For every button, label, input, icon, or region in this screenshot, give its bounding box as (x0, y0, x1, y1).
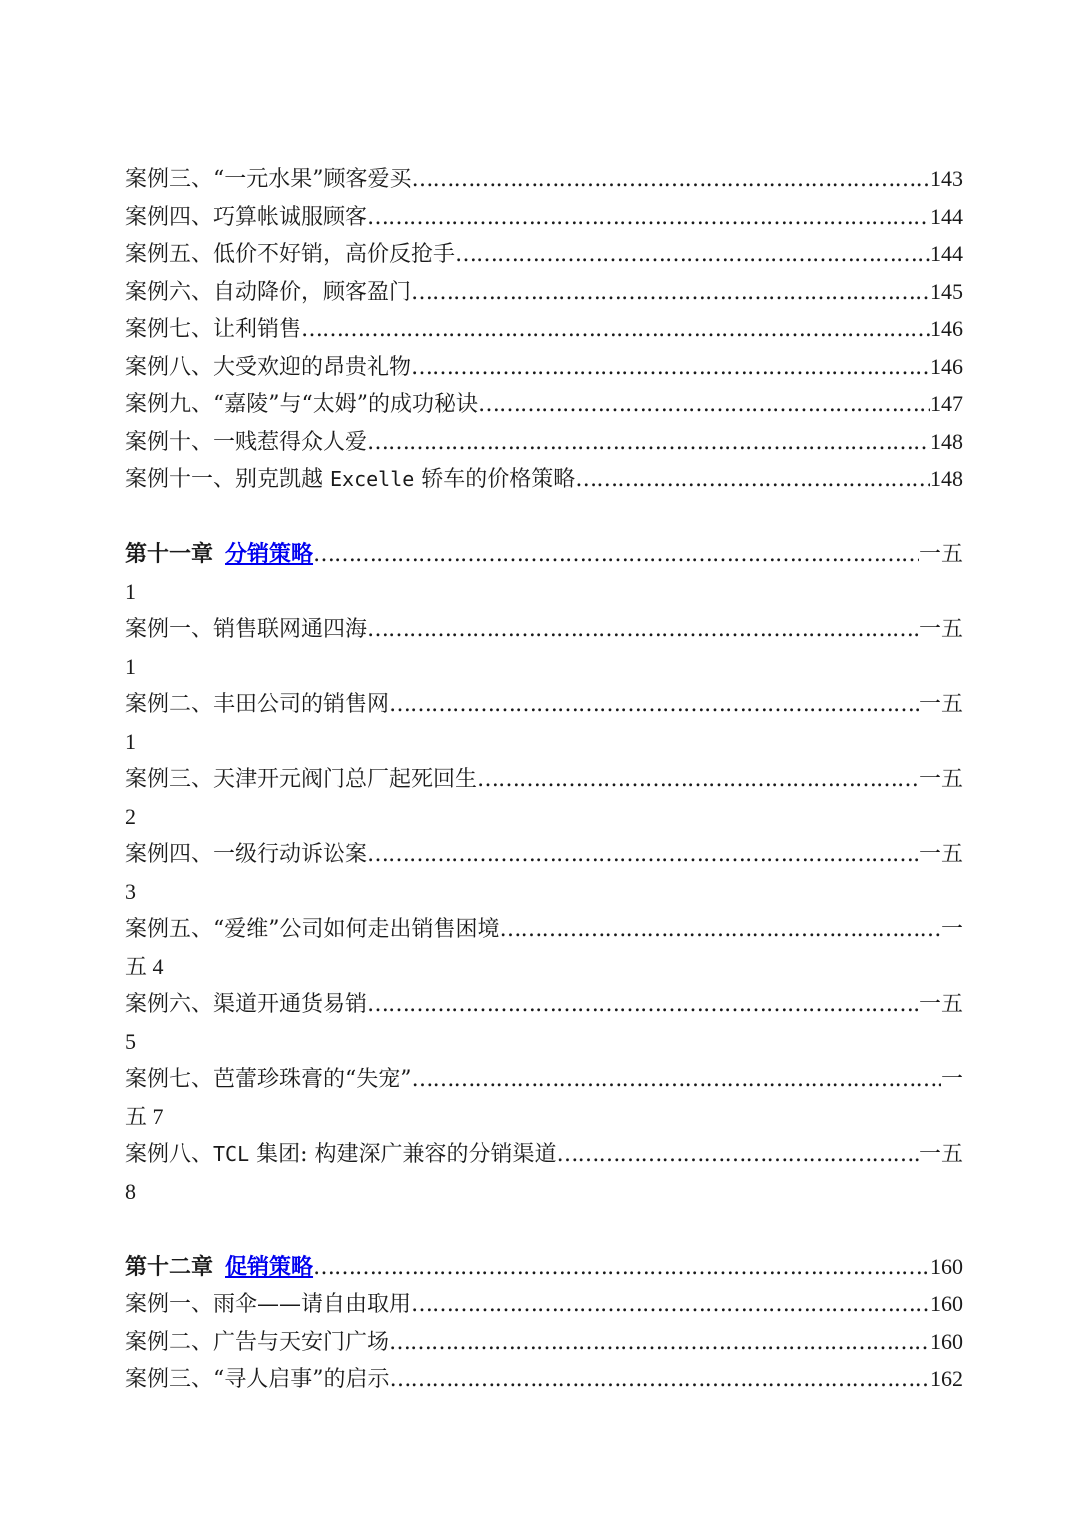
toc-entry-title: 案例一、雨伞——请自由取用 (125, 1292, 412, 1317)
leader-dots (455, 236, 930, 273)
toc-entry-page: 148 (930, 428, 963, 454)
toc-entry (125, 385, 963, 423)
toc-entry-title (125, 1136, 557, 1173)
toc-entry-title: 案例九、“嘉陵”与“太姆”的成功秘诀 (125, 392, 478, 417)
toc-entry (125, 235, 963, 273)
table-of-contents (125, 160, 963, 1398)
leader-dots (390, 1361, 931, 1398)
toc-entry-page: 一五 (918, 616, 963, 641)
page-continuation: 1 (125, 653, 136, 679)
toc-entry-title: 案例二、丰田公司的销售网 (125, 692, 390, 717)
leader-dots (313, 1249, 930, 1286)
leader-dots (500, 911, 941, 948)
leader-dots (389, 686, 919, 723)
toc-entry-title: 案例五、低价不好销，高价反抢手 (125, 242, 456, 267)
toc-entry (125, 685, 963, 723)
toc-entry-title: 案例六、自动降价，顾客盈门 (125, 279, 412, 305)
toc-entry-title: 案例一、销售联网通四海 (125, 617, 368, 642)
page-continuation: 8 (125, 1178, 136, 1204)
toc-entry-title: 案例二、广告与天安门广场 (125, 1329, 390, 1355)
leader-dots (367, 199, 930, 236)
toc-entry-page: 162 (930, 1366, 963, 1391)
toc-entry-page: 一五 (918, 691, 963, 716)
toc-entry (125, 310, 963, 348)
toc-entry (125, 348, 963, 386)
leader-dots (411, 1286, 930, 1323)
toc-entry (125, 835, 963, 873)
leader-dots (412, 161, 931, 198)
toc-entry-title: 案例三、“一元水果”顾客爱买 (125, 167, 412, 192)
toc-entry-title: 案例八、大受欢迎的昂贵礼物 (125, 354, 412, 380)
toc-entry-page: 一五 (918, 766, 963, 791)
title-part: TCL (213, 1142, 250, 1166)
toc-entry-page: 144 (930, 203, 963, 229)
toc-entry-page: 148 (930, 466, 963, 491)
toc-entry (125, 1360, 963, 1398)
chapter-label (125, 536, 313, 573)
toc-entry (125, 985, 963, 1023)
leader-dots (389, 1324, 930, 1361)
title-part: 案例八、 (125, 1142, 214, 1167)
toc-entry-page: 146 (930, 316, 963, 341)
toc-entry (125, 423, 963, 461)
page-continuation: 1 (125, 578, 136, 604)
toc-entry-title: 案例七、芭蕾珍珠膏的“失宠” (125, 1067, 412, 1092)
toc-entry-page: 一五 (918, 541, 963, 566)
page-continuation: 1 (125, 728, 136, 754)
page-continuation: 五 7 (125, 1103, 164, 1129)
leader-dots (301, 311, 930, 348)
chapter-number: 第十一章 (125, 541, 214, 567)
chapter-number: 第十二章 (125, 1253, 214, 1280)
toc-entry-page: 一五 (918, 991, 963, 1016)
leader-dots (478, 386, 930, 423)
toc-entry-title: 案例十、一贱惹得众人爱 (125, 429, 368, 455)
toc-entry-page: 160 (930, 1253, 963, 1279)
leader-dots (313, 536, 919, 573)
leader-dots (367, 424, 930, 461)
leader-dots (411, 274, 930, 311)
toc-entry-page: 160 (930, 1328, 963, 1354)
toc-entry (125, 1135, 963, 1173)
leader-dots (411, 349, 930, 386)
toc-entry-page: 143 (930, 166, 963, 191)
toc-entry-page: 145 (930, 278, 963, 304)
page-continuation: 五 4 (125, 953, 164, 979)
toc-entry (125, 760, 963, 798)
toc-entry-page: 146 (930, 353, 963, 379)
leader-dots (367, 986, 919, 1023)
toc-entry-title (125, 461, 575, 498)
title-part: 案例十一、别克凯越 (125, 467, 330, 492)
section-gap (125, 1210, 963, 1248)
toc-entry (125, 160, 963, 198)
toc-entry-page: 一 (940, 1066, 963, 1091)
toc-entry (125, 610, 963, 648)
toc-entry (125, 198, 963, 236)
title-part: Excelle (330, 467, 415, 491)
toc-entry-title: 案例四、一级行动诉讼案 (125, 842, 368, 867)
toc-entry-title: 案例三、天津开元阀门总厂起死回生 (125, 767, 478, 792)
leader-dots (412, 1061, 941, 1098)
leader-dots (367, 611, 919, 648)
toc-entry (125, 1060, 963, 1098)
toc-entry-title: 案例七、让利销售 (125, 317, 302, 342)
toc-entry-page: 一 (940, 916, 963, 941)
chapter-label (125, 1249, 313, 1286)
toc-entry (125, 910, 963, 948)
leader-dots (477, 761, 919, 798)
toc-entry (125, 1285, 963, 1323)
title-part: 轿车的价格策略 (414, 467, 576, 492)
toc-entry-page: 160 (930, 1291, 963, 1316)
page-continuation: 2 (125, 803, 136, 829)
page-continuation: 3 (125, 878, 136, 904)
toc-entry-title: 案例六、渠道开通货易销 (125, 992, 368, 1017)
toc-entry-page: 一五 (918, 1141, 963, 1166)
toc-entry-title: 案例三、“寻人启事”的启示 (125, 1367, 390, 1392)
leader-dots (557, 1136, 919, 1173)
chapter-heading (125, 535, 963, 573)
section-gap (125, 498, 963, 536)
chapter-heading (125, 1248, 963, 1286)
toc-entry-page: 147 (930, 391, 963, 416)
chapter-link[interactable]: 促销策略 (225, 1253, 314, 1280)
chapter-link[interactable]: 分销策略 (225, 541, 314, 567)
leader-dots (575, 461, 930, 498)
page-continuation: 5 (125, 1028, 136, 1054)
toc-entry (125, 273, 963, 311)
toc-entry-title: 案例四、巧算帐诚服顾客 (125, 204, 368, 230)
leader-dots (367, 836, 919, 873)
toc-entry-page: 一五 (918, 841, 963, 866)
toc-entry (125, 460, 963, 498)
title-part: 集团: 构建深广兼容的分销渠道 (249, 1142, 557, 1167)
toc-entry-title: 案例五、“爱维”公司如何走出销售困境 (125, 917, 500, 942)
toc-entry (125, 1323, 963, 1361)
toc-entry-page: 144 (930, 241, 963, 266)
